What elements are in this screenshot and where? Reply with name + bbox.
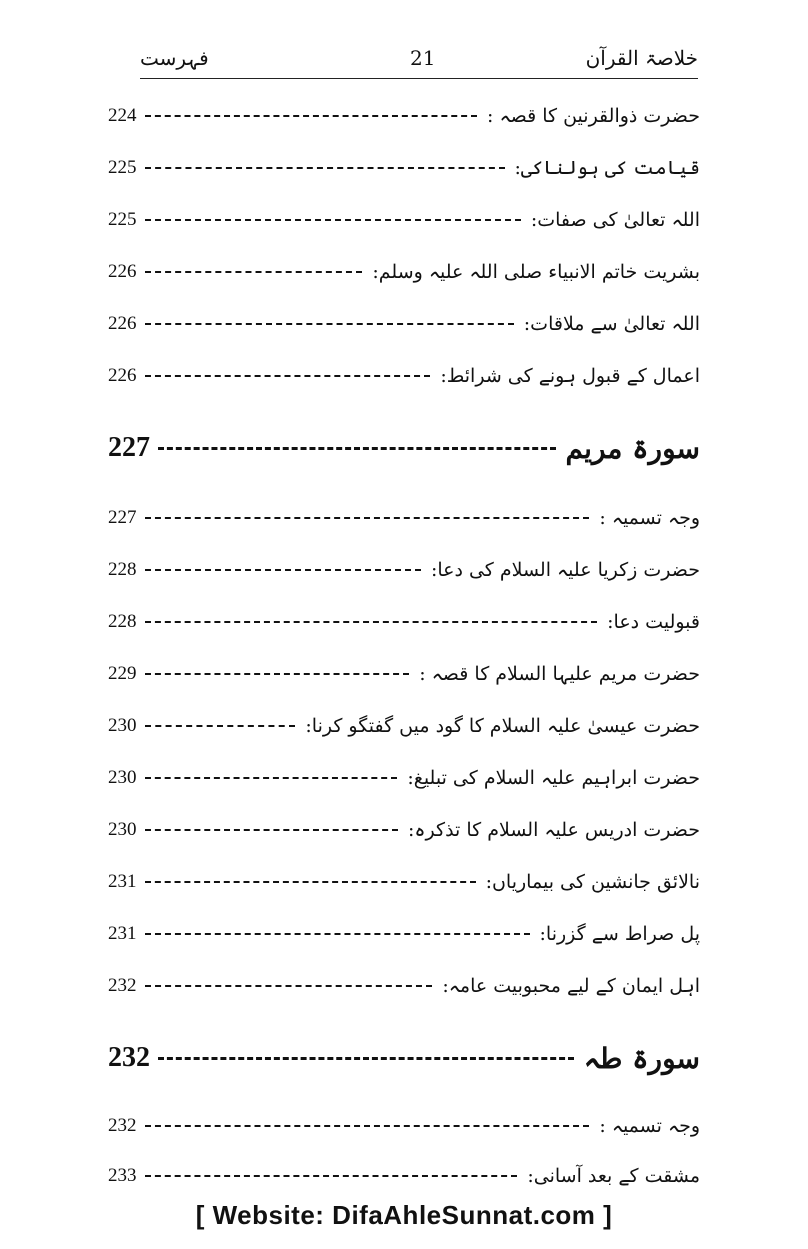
dotted-leader — [158, 447, 556, 450]
entry-title: اعمال کے قبول ہونے کی شرائط: — [440, 365, 700, 387]
toc-entry — [108, 98, 700, 134]
dotted-leader — [145, 725, 296, 727]
dotted-leader — [145, 271, 363, 273]
surah-heading — [108, 1036, 700, 1080]
dotted-leader — [145, 933, 530, 935]
entry-page: 226 — [108, 261, 137, 282]
toc-entry — [108, 864, 700, 900]
entry-page: 228 — [108, 611, 137, 632]
entry-title: حضرت عیسیٰ علیہ السلام کا گود میں گفتگو کرنا: — [305, 715, 700, 737]
dotted-leader — [145, 829, 399, 831]
surah-title: سورۃ مریم — [565, 431, 700, 465]
dotted-leader — [158, 1057, 574, 1060]
dotted-leader — [145, 115, 478, 117]
toc-entry — [108, 254, 700, 290]
toc-entry — [108, 916, 700, 952]
toc-entry — [108, 1158, 700, 1194]
dotted-leader — [145, 777, 398, 779]
dotted-leader — [145, 1175, 518, 1177]
dotted-leader — [145, 517, 590, 519]
toc-entry — [108, 1108, 700, 1144]
dotted-leader — [145, 985, 433, 987]
toc-entry — [108, 760, 700, 796]
entry-title: حضرت مریم علیہا السلام کا قصہ : — [419, 663, 700, 685]
entry-title: حضرت ادریس علیہ السلام کا تذکرہ: — [408, 819, 700, 841]
toc-entry — [108, 150, 700, 186]
website-footer: [ Website: DifaAhleSunnat.com ] — [195, 1200, 613, 1230]
dotted-leader — [145, 1125, 590, 1127]
surah-page: 227 — [108, 432, 150, 463]
dotted-leader — [145, 323, 514, 325]
surah-heading — [108, 426, 700, 470]
entry-page: 228 — [108, 559, 137, 580]
page-header — [140, 46, 698, 79]
entry-page: 233 — [108, 1165, 137, 1186]
surah-page: 232 — [108, 1042, 150, 1073]
entry-page: 231 — [108, 871, 137, 892]
entry-page: 231 — [108, 923, 137, 944]
entry-page: 230 — [108, 767, 137, 788]
entry-page: 227 — [108, 507, 137, 528]
dotted-leader — [145, 621, 598, 623]
surah-title: سورۃ طہ — [583, 1041, 700, 1075]
entry-title: پل صراط سے گزرنا: — [539, 923, 700, 945]
toc-entry — [108, 500, 700, 536]
section-label: فہرست — [140, 46, 209, 70]
toc-entry — [108, 358, 700, 394]
dotted-leader — [145, 375, 431, 377]
dotted-leader — [145, 167, 505, 169]
entry-title: وجہ تسمیہ : — [599, 1115, 700, 1137]
toc-entry — [108, 202, 700, 238]
entry-title: وجہ تسمیہ : — [599, 507, 700, 529]
toc-entry — [108, 968, 700, 1004]
entry-title: قیامت کی ہولناکی: — [514, 157, 700, 179]
entry-page: 226 — [108, 313, 137, 334]
entry-title: بشریت خاتم الانبیاء صلی اللہ علیہ وسلم: — [372, 261, 700, 283]
entry-page: 230 — [108, 715, 137, 736]
page-number: 21 — [410, 46, 436, 70]
toc-entry — [108, 604, 700, 640]
dotted-leader — [145, 881, 476, 883]
toc-entry — [108, 306, 700, 342]
entry-page: 226 — [108, 365, 137, 386]
entry-page: 229 — [108, 663, 137, 684]
entry-title: قبولیت دعا: — [607, 611, 700, 633]
entry-title: مشقت کے بعد آسانی: — [527, 1165, 700, 1187]
entry-page: 230 — [108, 819, 137, 840]
toc-entry — [108, 812, 700, 848]
entry-title: اللہ تعالیٰ کی صفات: — [530, 209, 700, 231]
entry-page: 225 — [108, 157, 137, 178]
dotted-leader — [145, 569, 421, 571]
entry-title: حضرت ابراہیم علیہ السلام کی تبلیغ: — [407, 767, 700, 789]
dotted-leader — [145, 673, 410, 675]
entry-page: 225 — [108, 209, 137, 230]
toc-entry — [108, 656, 700, 692]
entry-page: 232 — [108, 975, 137, 996]
dotted-leader — [145, 219, 521, 221]
toc-entry — [108, 708, 700, 744]
entry-title: اللہ تعالیٰ سے ملاقات: — [523, 313, 700, 335]
entry-page: 232 — [108, 1115, 137, 1136]
entry-title: حضرت ذوالقرنین کا قصہ : — [487, 105, 700, 127]
entry-title: حضرت زکریا علیہ السلام کی دعا: — [430, 559, 700, 581]
entry-title: اہل ایمان کے لیے محبوبیت عامہ: — [442, 975, 700, 997]
toc-entry — [108, 552, 700, 588]
entry-title: نالائق جانشین کی بیماریاں: — [485, 871, 700, 893]
entry-page: 224 — [108, 105, 137, 126]
book-title: خلاصۃ القرآن — [585, 46, 698, 70]
